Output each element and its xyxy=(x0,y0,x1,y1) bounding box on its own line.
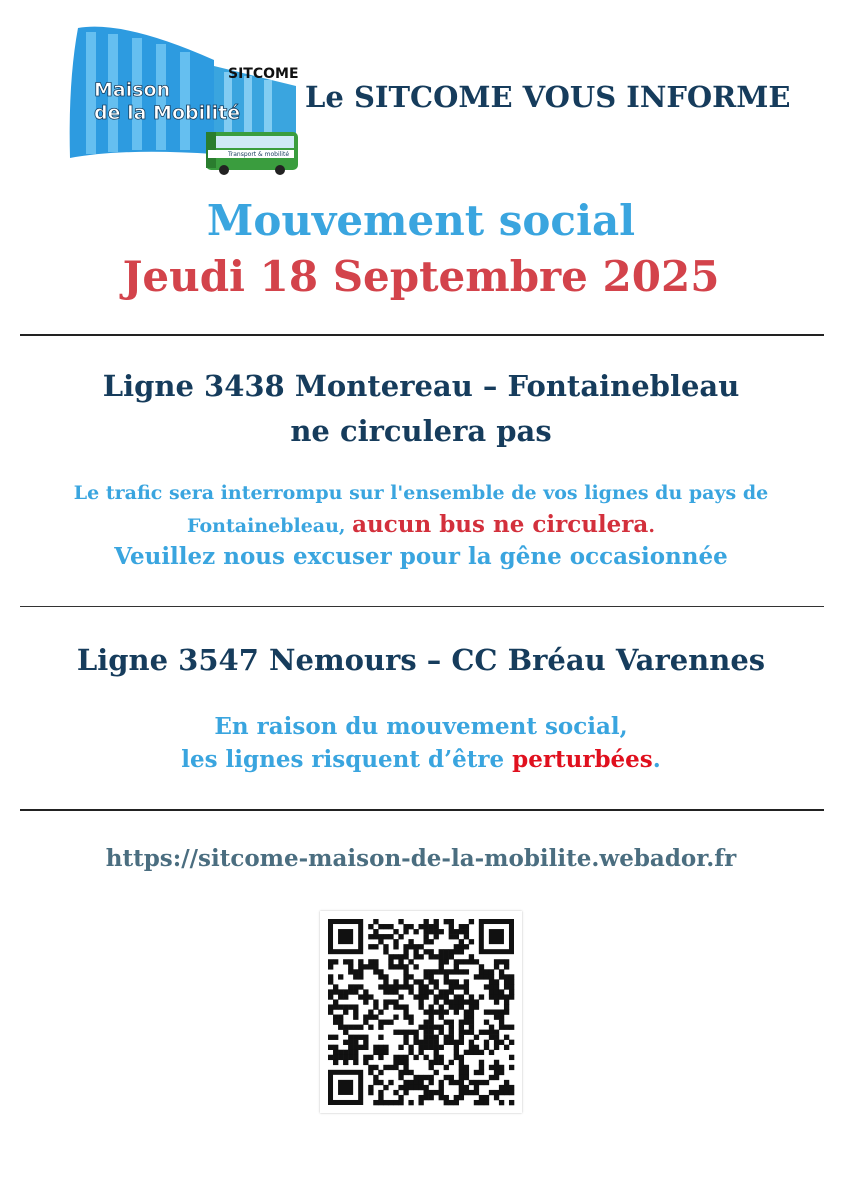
section1-title-line1: Ligne 3438 Montereau – Fontainebleau xyxy=(102,369,740,403)
event-date: Jeudi 18 Septembre 2025 xyxy=(122,252,720,301)
divider xyxy=(20,809,824,811)
divider xyxy=(20,606,824,607)
logo-brand: SITCOME xyxy=(228,66,299,82)
section2-title: Ligne 3547 Nemours – CC Bréau Varennes xyxy=(76,643,766,677)
event-title: Mouvement social xyxy=(206,196,636,245)
section1-message-line2-prefix: Fontainebleau, xyxy=(187,515,353,537)
bus-icon xyxy=(206,132,298,175)
divider xyxy=(20,334,824,336)
section2-message-line2-prefix: les lignes risquent d’être xyxy=(181,746,513,773)
maison-de-la-mobilite-logo xyxy=(64,22,304,178)
header-title: Le SITCOME VOUS INFORME xyxy=(305,80,791,114)
section2-message-line1: En raison du mouvement social, xyxy=(214,713,628,740)
section1-message-line2-suffix: . xyxy=(648,515,655,537)
bus-text: Transport & mobilité xyxy=(228,151,290,158)
section2-message-line2 xyxy=(0,746,842,773)
no-bus-highlight: aucun bus ne circulera xyxy=(352,511,649,538)
section1-apology: Veuillez nous excuser pour la gêne occasionnée xyxy=(114,543,728,570)
section1-message-line1: Le trafic sera interrompu sur l'ensemble de vos lignes du pays de xyxy=(73,482,769,504)
qr-code[interactable] xyxy=(320,911,522,1113)
section1-message-line2 xyxy=(0,511,842,538)
website-url[interactable]: https://sitcome-maison-de-la-mobilite.webador.fr xyxy=(105,845,737,872)
section2-message-line2-suffix: . xyxy=(652,746,661,773)
logo-line1: Maison xyxy=(94,79,171,101)
perturbed-highlight: perturbées xyxy=(512,746,653,773)
section1-title-line2: ne circulera pas xyxy=(290,414,552,448)
logo-line2: de la Mobilité xyxy=(94,102,241,124)
